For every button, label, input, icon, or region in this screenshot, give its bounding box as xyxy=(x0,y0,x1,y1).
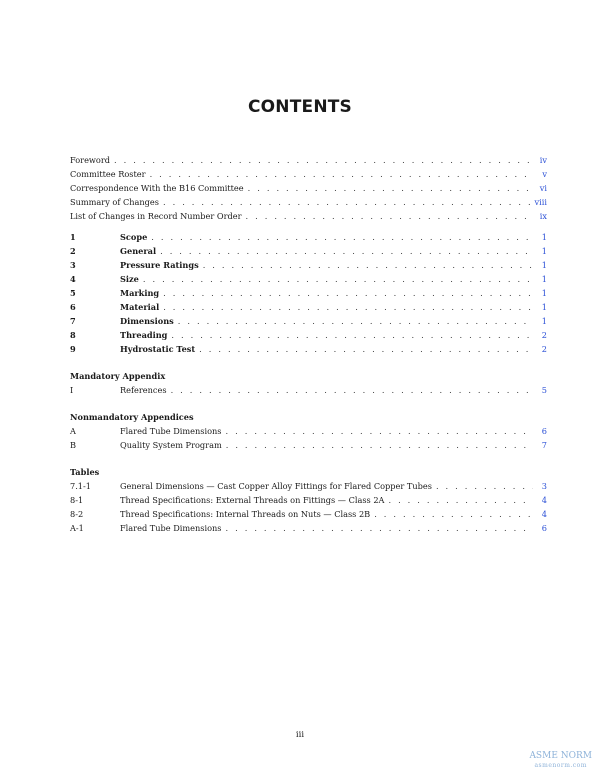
toc-page-link[interactable]: 5 xyxy=(541,385,547,395)
toc-page-link[interactable]: 2 xyxy=(541,344,547,354)
toc-entry-label: Thread Specifications: Internal Threads on Nuts — Class 2B xyxy=(120,509,371,519)
toc-page-link[interactable]: 1 xyxy=(541,260,547,270)
toc-page-link[interactable]: 1 xyxy=(541,288,547,298)
leader-dots xyxy=(114,153,533,167)
leader-dots xyxy=(150,167,533,181)
toc-page-link[interactable]: 4 xyxy=(541,495,547,505)
leader-dots xyxy=(374,507,533,521)
toc-entry-label: Summary of Changes xyxy=(70,197,159,207)
toc-section-number: 8-1 xyxy=(70,495,84,505)
leader-dots xyxy=(143,272,533,286)
toc-entry-label: Flared Tube Dimensions xyxy=(120,523,222,533)
watermark-sub: asmenorm.com xyxy=(534,762,587,769)
toc-entry-label: Marking xyxy=(120,288,160,298)
watermark-logo xyxy=(529,751,592,771)
toc-page-link[interactable]: 1 xyxy=(541,232,547,242)
toc-page-link[interactable]: 1 xyxy=(541,274,547,284)
toc-section-number: 8 xyxy=(70,330,76,340)
page-number-footer: iii xyxy=(295,730,305,740)
toc-page-link[interactable]: iv xyxy=(539,155,547,165)
watermark-main: ASME NORM xyxy=(529,751,592,761)
tables-heading: Tables xyxy=(70,467,100,477)
toc-entry-label: Foreword xyxy=(70,155,111,165)
toc-table-7-1-1[interactable] xyxy=(70,479,547,493)
toc-page-link[interactable]: 1 xyxy=(541,246,547,256)
leader-dots xyxy=(163,300,533,314)
toc-entry-label: Size xyxy=(120,274,139,284)
toc-entry-label: Hydrostatic Test xyxy=(120,344,196,354)
page-title: CONTENTS xyxy=(247,97,353,117)
toc-section-4[interactable] xyxy=(70,272,547,286)
toc-entry-label: List of Changes in Record Number Order xyxy=(70,211,242,221)
toc-page-link[interactable]: 1 xyxy=(541,302,547,312)
toc-section-7[interactable] xyxy=(70,314,547,328)
leader-dots xyxy=(163,195,531,209)
toc-entry-list-of-changes[interactable] xyxy=(70,209,547,223)
toc-section-9[interactable] xyxy=(70,342,547,356)
toc-page-link[interactable]: 6 xyxy=(541,523,547,533)
leader-dots xyxy=(178,314,533,328)
toc-section-number: 7.1-1 xyxy=(70,481,91,491)
toc-section-number: 2 xyxy=(70,246,76,256)
toc-entry-summary-of-changes[interactable] xyxy=(70,195,547,209)
toc-appendix-b[interactable] xyxy=(70,438,547,452)
toc-section-number: A xyxy=(70,426,76,436)
toc-page-link[interactable]: 1 xyxy=(541,316,547,326)
toc-section-5[interactable] xyxy=(70,286,547,300)
toc-entry-label: Correspondence With the B16 Committee xyxy=(70,183,244,193)
table-of-contents xyxy=(70,153,547,535)
toc-page-link[interactable]: 7 xyxy=(541,440,547,450)
leader-dots xyxy=(246,209,533,223)
toc-section-number: A-1 xyxy=(70,523,84,533)
toc-table-8-1[interactable] xyxy=(70,493,547,507)
leader-dots xyxy=(163,286,533,300)
toc-entry-committee-roster[interactable] xyxy=(70,167,547,181)
nonmandatory-appendices-heading: Nonmandatory Appendices xyxy=(70,412,194,422)
toc-table-a-1[interactable] xyxy=(70,521,547,535)
toc-entry-label: Quality System Program xyxy=(120,440,222,450)
toc-section-number: 7 xyxy=(70,316,76,326)
toc-entry-foreword[interactable] xyxy=(70,153,547,167)
toc-page-link[interactable]: v xyxy=(542,169,547,179)
toc-section-number: 6 xyxy=(70,302,76,312)
toc-entry-label: Material xyxy=(120,302,160,312)
toc-section-number: I xyxy=(70,385,74,395)
leader-dots xyxy=(226,521,534,535)
toc-section-1[interactable] xyxy=(70,230,547,244)
toc-page-link[interactable]: 4 xyxy=(541,509,547,519)
toc-section-number: 1 xyxy=(70,232,76,242)
toc-section-3[interactable] xyxy=(70,258,547,272)
toc-entry-label: Flared Tube Dimensions xyxy=(120,426,222,436)
toc-entry-label: Thread Specifications: External Threads on Fittings — Class 2A xyxy=(120,495,385,505)
leader-dots xyxy=(199,342,533,356)
toc-section-number: B xyxy=(70,440,77,450)
toc-section-number: 9 xyxy=(70,344,76,354)
toc-entry-label: Threading xyxy=(120,330,168,340)
toc-page-link[interactable]: ix xyxy=(539,211,547,221)
leader-dots xyxy=(226,438,533,452)
leader-dots xyxy=(436,479,533,493)
toc-entry-label: Pressure Ratings xyxy=(120,260,199,270)
toc-entry-label: References xyxy=(120,385,167,395)
toc-entry-label: Dimensions xyxy=(120,316,174,326)
leader-dots xyxy=(388,493,533,507)
toc-section-number: 4 xyxy=(70,274,76,284)
toc-section-number: 5 xyxy=(70,288,76,298)
leader-dots xyxy=(171,383,533,397)
toc-page-link[interactable]: 2 xyxy=(541,330,547,340)
leader-dots xyxy=(226,424,534,438)
toc-page-link[interactable]: vi xyxy=(539,183,547,193)
toc-appendix-i[interactable] xyxy=(70,383,547,397)
toc-entry-label: General Dimensions — Cast Copper Alloy Fittings for Flared Copper Tubes xyxy=(120,481,432,491)
toc-section-number: 8-2 xyxy=(70,509,84,519)
toc-section-2[interactable] xyxy=(70,244,547,258)
toc-page-link[interactable]: 6 xyxy=(541,426,547,436)
toc-entry-label: General xyxy=(120,246,157,256)
toc-table-8-2[interactable] xyxy=(70,507,547,521)
mandatory-appendix-heading: Mandatory Appendix xyxy=(70,371,166,381)
toc-entry-label: Committee Roster xyxy=(70,169,146,179)
leader-dots xyxy=(160,244,533,258)
leader-dots xyxy=(248,181,533,195)
toc-entry-label: Scope xyxy=(120,232,148,242)
toc-section-8[interactable] xyxy=(70,328,547,342)
leader-dots xyxy=(203,258,533,272)
toc-page-link[interactable]: 3 xyxy=(541,481,547,491)
leader-dots xyxy=(171,328,533,342)
toc-page-link[interactable]: viii xyxy=(534,197,547,207)
toc-appendix-a[interactable] xyxy=(70,424,547,438)
toc-section-6[interactable] xyxy=(70,300,547,314)
toc-section-number: 3 xyxy=(70,260,76,270)
toc-entry-correspondence[interactable] xyxy=(70,181,547,195)
leader-dots xyxy=(151,230,533,244)
